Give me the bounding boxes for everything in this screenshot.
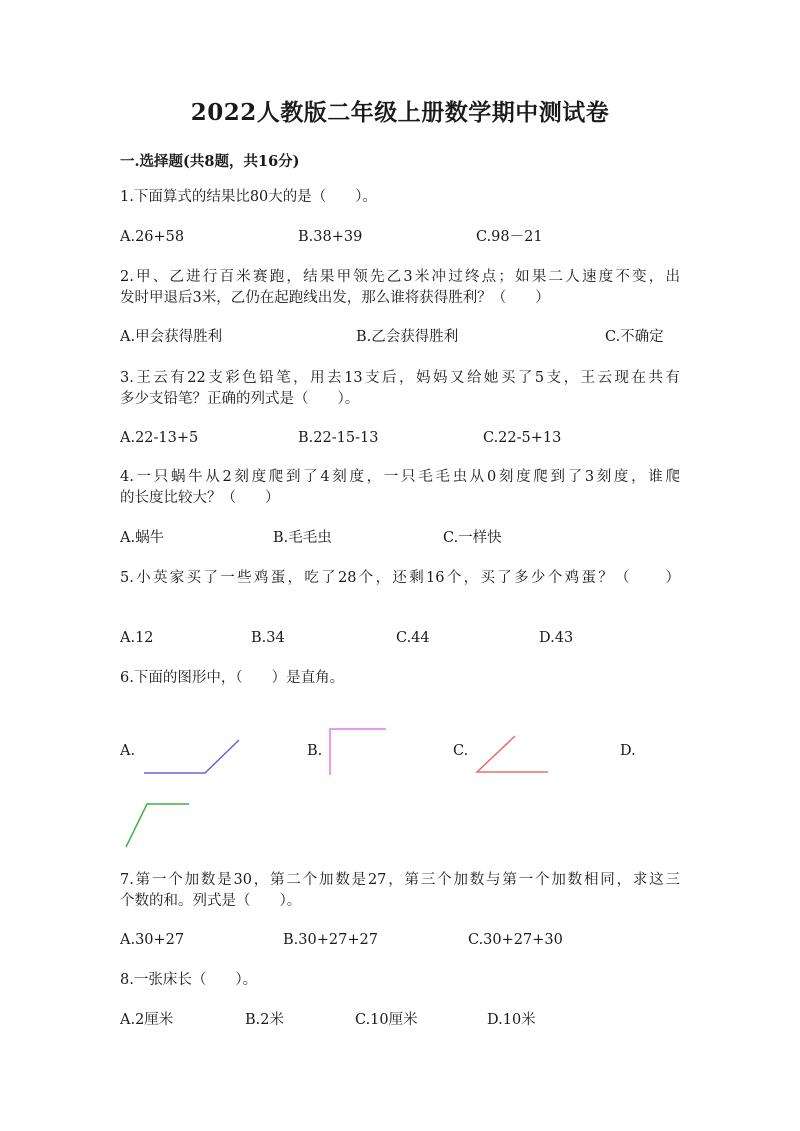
section-heading: 一.选择题(共8题，共16分): [120, 153, 300, 170]
question-5-option-a: A.12: [120, 630, 154, 646]
question-4-text-line-1: 4.一只蜗牛从2刻度爬到了4刻度，一只毛毛虫从0刻度爬到了3刻度，谁爬: [120, 469, 680, 485]
question-5-option-b: B.34: [251, 630, 285, 646]
question-4-option-a: A.蜗牛: [120, 530, 165, 546]
question-1-option-c: C.98－21: [476, 229, 543, 245]
question-2-text-line-2: 发时甲退后3米，乙仍在起跑线出发，那么谁将获得胜利？（ ）: [120, 290, 550, 306]
question-8-option-b: B.2米: [245, 1012, 284, 1028]
question-2-option-b: B.乙会获得胜利: [356, 329, 459, 345]
question-8-option-a: A.2厘米: [120, 1012, 174, 1028]
question-8-text: 8.一张床长（ ）。: [120, 972, 258, 988]
question-6-text: 6.下面的图形中，（ ）是直角。: [120, 670, 345, 686]
figure-c-acute-angle: [477, 736, 548, 772]
question-2-option-a: A.甲会获得胜利: [120, 329, 223, 345]
question-5-option-c: C.44: [396, 630, 430, 646]
question-1-option-b: B.38+39: [298, 229, 363, 245]
question-3-text-line-2: 多少支铅笔？正确的列式是（ ）。: [120, 391, 360, 407]
question-6-option-c: C.: [453, 743, 469, 759]
question-8-option-c: C.10厘米: [355, 1012, 418, 1028]
question-4-option-b: B.毛毛虫: [273, 530, 332, 546]
question-6-option-d: D.: [620, 743, 636, 759]
question-8-option-d: D.10米: [487, 1012, 536, 1028]
question-3-option-c: C.22-5+13: [483, 430, 562, 446]
question-1-text: 1.下面算式的结果比80大的是（ ）。: [120, 189, 378, 205]
figure-a-obtuse-angle: [144, 740, 239, 773]
page-title: 2022人教版二年级上册数学期中测试卷: [190, 99, 610, 126]
question-5-text: 5.小英家买了一些鸡蛋，吃了28个，还剩16个，买了多少个鸡蛋？（ ）: [120, 570, 680, 586]
question-6-option-b: B.: [307, 743, 323, 759]
question-1-option-a: A.26+58: [120, 229, 185, 245]
question-4-text-line-2: 的长度比较大？（ ）: [120, 490, 280, 506]
question-7-text-line-2: 个数的和。列式是（ ）。: [120, 893, 302, 909]
question-7-option-b: B.30+27+27: [283, 932, 378, 948]
question-5-option-d: D.43: [539, 630, 574, 646]
question-6-option-a: A.: [120, 743, 136, 759]
figure-b-right-angle: [330, 729, 386, 775]
question-7-text-line-1: 7.第一个加数是30，第二个加数是27，第三个加数与第一个加数相同，求这三: [120, 872, 680, 888]
question-2-text-line-1: 2.甲、乙进行百米赛跑，结果甲领先乙3米冲过终点；如果二人速度不变，出: [120, 269, 680, 285]
question-2-option-c: C.不确定: [605, 329, 664, 345]
question-3-text-line-1: 3.王云有22支彩色铅笔，用去13支后，妈妈又给她买了5支，王云现在共有: [120, 370, 680, 386]
question-3-option-b: B.22-15-13: [298, 430, 379, 446]
question-3-option-a: A.22-13+5: [120, 430, 199, 446]
question-7-option-c: C.30+27+30: [468, 932, 563, 948]
question-7-option-a: A.30+27: [120, 932, 185, 948]
figure-d-obtuse-angle: [126, 804, 189, 847]
question-4-option-c: C.一样快: [443, 530, 502, 546]
